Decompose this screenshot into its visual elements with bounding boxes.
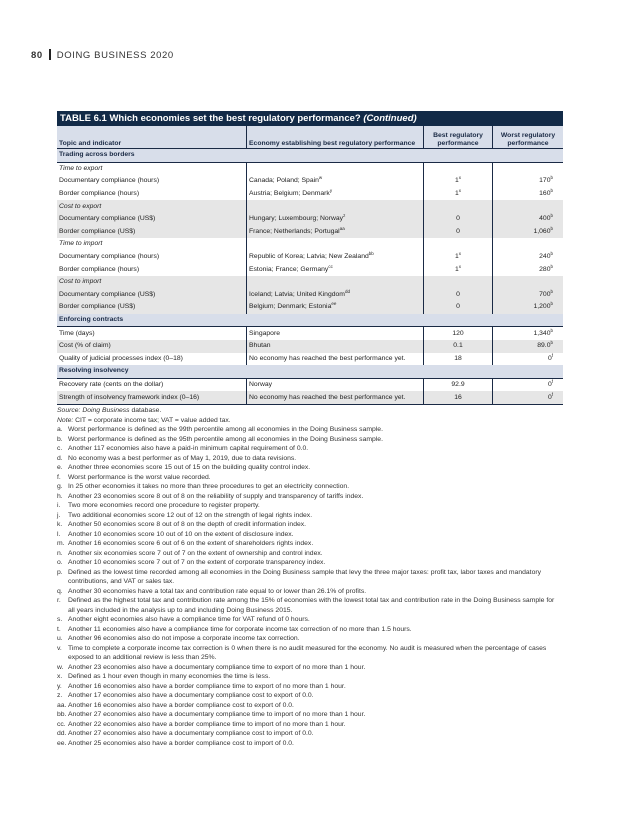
empty-cell [493, 162, 563, 175]
footnote-label: t. [57, 625, 61, 633]
economy-cell [247, 340, 424, 353]
table-header-row [57, 126, 563, 149]
indicator-cell [57, 200, 247, 213]
footnote [57, 539, 557, 549]
indicator-cell-text: Quality of judicial processes index (0–18) [59, 354, 183, 362]
worst-cell [493, 353, 563, 366]
indicator-cell-text: Documentary compliance (US$) [59, 215, 156, 223]
footnote-ref: w [318, 175, 323, 181]
worst-cell [493, 251, 563, 264]
indicator-cell [57, 353, 247, 366]
header-topic: Topic and indicator [57, 126, 247, 149]
footnote [57, 615, 557, 625]
section-title [57, 149, 563, 163]
best-cell [424, 378, 493, 391]
footnote [57, 454, 557, 464]
economy-cell [247, 353, 424, 366]
indicator-cell [57, 289, 247, 302]
indicator-cell [57, 327, 247, 340]
section-title-text: Resolving insolvency [59, 367, 129, 375]
footnote-ref: x [458, 188, 462, 194]
best-cell-text: 1 [454, 253, 459, 261]
footnote-label: d. [57, 454, 63, 462]
footnote-text: Defined as the lowest time recorded among all economies in the Doing Business sample that levy the three major taxes: profit tax, labor taxes and mandatory contributions, and VAT or sales tax. [68, 568, 542, 585]
footnote-text: Another six economies score 7 out of 7 on the extent of ownership and control index. [68, 549, 323, 557]
indicator-cell-text: Documentary compliance (hours) [59, 177, 160, 185]
worst-cell [493, 301, 563, 314]
footnote-label: j. [57, 511, 61, 519]
indicator-cell-text: Cost (% of claim) [59, 342, 111, 350]
worst-cell [493, 289, 563, 302]
table-title-continued: (Continued) [363, 112, 417, 124]
footnote-ref: f [551, 352, 553, 358]
note-line [57, 416, 557, 426]
footnote-label: g. [57, 483, 63, 490]
section-row [57, 365, 563, 378]
empty-cell [493, 276, 563, 289]
economy-cell-text: Austria; Belgium; Denmark [249, 190, 330, 198]
worst-cell [493, 327, 563, 340]
footnote-ref: b [550, 188, 553, 194]
indicator-cell-text: Documentary compliance (US$) [59, 290, 156, 298]
footnote [57, 710, 557, 720]
footnote-label: cc. [57, 720, 66, 728]
footnote-text: Another 16 economies also have a border compliance time to export of no more than 1 hour. [68, 682, 346, 690]
footnote-label: a. [57, 426, 63, 433]
footnote-text: Worst performance is the worst value recorded. [68, 473, 211, 481]
best-cell-text: 18 [454, 354, 462, 362]
section-title [57, 314, 563, 327]
footnote [57, 511, 557, 521]
best-cell-text: 1 [454, 190, 459, 198]
subheading-row [57, 162, 563, 175]
footnote-label: q. [57, 587, 63, 595]
indicator-cell [57, 251, 247, 264]
footnote [57, 435, 557, 445]
economy-cell [247, 263, 424, 276]
worst-cell-text: 400 [539, 215, 551, 223]
footnote [57, 701, 557, 711]
footnote-ref: f [551, 378, 553, 384]
source-line [57, 406, 557, 416]
worst-cell [493, 391, 563, 404]
footnote-text: Another 25 economies also have a border compliance cost to import of 0.0. [68, 739, 294, 747]
footnote-text: Another 23 economies also have a documentary compliance time to export of no more than 1 hour. [68, 663, 366, 671]
table-row [57, 327, 563, 340]
best-cell-text: 120 [452, 329, 464, 337]
footnote-label: i. [57, 502, 61, 509]
table-row [57, 391, 563, 404]
footnote-text: Worst performance is defined as the 95th percentile among all economies in the Doing Business sample. [68, 435, 383, 443]
footnote [57, 625, 557, 635]
footnote-text: Defined as the highest total tax and contribution rate among the 15% of economies with the lowest total tax and contribution rate in the Doing Business sample for all years included in the analysis up to and including Doing Business 2015. [68, 597, 555, 614]
indicator-cell-text: Time to import [59, 240, 103, 248]
footnote-ref: x [458, 251, 462, 257]
indicator-cell [57, 340, 247, 353]
worst-cell [493, 175, 563, 188]
best-cell-text: 0 [456, 215, 460, 223]
footnote-text: Another eight economies also have a compliance time for VAT refund of 0 hours. [68, 616, 310, 623]
footnote-label: k. [57, 521, 63, 528]
footnote-ref: b [550, 288, 553, 294]
source-text: database. [129, 407, 162, 414]
footnote-text: Another 17 economies also have a documentary compliance cost to export of 0.0. [68, 692, 314, 699]
empty-cell [424, 162, 493, 175]
footnote-ref: b [550, 327, 553, 333]
footnote-ref: x [458, 175, 462, 181]
source-name: Doing Business [82, 407, 130, 414]
economy-cell [247, 226, 424, 239]
table-row [57, 213, 563, 226]
regulatory-performance-table [57, 111, 563, 405]
footnote-text: Defined as 1 hour even though in many economies the time is less. [68, 673, 271, 680]
indicator-cell-text: Documentary compliance (hours) [59, 253, 160, 261]
economy-cell-text: Republic of Korea; Latvia; New Zealand [249, 253, 369, 261]
footnote [57, 729, 557, 739]
footnote-text: Two additional economies score 12 out of 12 on the strength of legal rights index. [68, 511, 313, 519]
indicator-cell [57, 263, 247, 276]
indicator-cell-text: Cost to export [59, 202, 102, 210]
footnote [57, 682, 557, 692]
source-label: Source: [57, 407, 81, 414]
footnote-text: No economy was a best performer as of May 1, 2019, due to data revisions. [68, 454, 297, 462]
indicator-cell [57, 276, 247, 289]
economy-cell-text: No economy has reached the best performance yet. [249, 393, 406, 401]
publication-title: DOING BUSINESS 2020 [56, 50, 174, 61]
empty-cell [493, 200, 563, 213]
section-row [57, 314, 563, 327]
footnote [57, 587, 557, 597]
economy-cell-text: Estonia; France; Germany [249, 265, 329, 273]
footnote [57, 558, 557, 568]
footnote-label: v. [57, 644, 62, 652]
header-best: Best regulatory performance [424, 126, 493, 149]
economy-cell-text: Hungary; Luxembourg; Norway [249, 215, 344, 223]
footnote [57, 425, 557, 435]
section-title-text: Trading across borders [59, 151, 135, 159]
footnote [57, 501, 557, 511]
economy-cell-text: France; Netherlands; Portugal [249, 227, 340, 235]
footnote [57, 520, 557, 530]
worst-cell [493, 263, 563, 276]
indicator-cell [57, 238, 247, 251]
footnote-text: Another 50 economies score 8 out of 8 on the depth of credit information index. [68, 521, 307, 528]
best-cell [424, 301, 493, 314]
table-row [57, 340, 563, 353]
footnote [57, 482, 557, 492]
table-row [57, 188, 563, 201]
worst-cell-text: 1,200 [533, 303, 551, 311]
economy-cell [247, 327, 424, 340]
footnote-text: In 25 other economies it takes no more than three procedures to get an electricity connection. [68, 483, 350, 490]
footnote-ref: b [550, 263, 553, 269]
footnote [57, 720, 557, 730]
footnote [57, 634, 557, 644]
footnote-label: n. [57, 549, 63, 557]
footnote-ref: x [458, 263, 462, 269]
footnote-label: e. [57, 464, 63, 471]
subheading-row [57, 200, 563, 213]
note-text: CIT = corporate income tax; VAT = value added tax. [73, 416, 231, 424]
footnote-label: p. [57, 568, 63, 576]
footnote-ref: bb [368, 251, 374, 257]
footnote-text: Another three economies score 15 out of 15 on the building quality control index. [68, 464, 311, 471]
footnote-text: Another 16 economies score 6 out of 6 on the extent of shareholders rights index. [68, 540, 314, 547]
running-head [31, 49, 174, 61]
indicator-cell-text: Time (days) [59, 329, 95, 337]
best-cell-text: 0 [456, 303, 460, 311]
worst-cell-text: 700 [539, 290, 551, 298]
indicator-cell [57, 213, 247, 226]
footnote [57, 492, 557, 502]
footnote [57, 691, 557, 701]
footnote-ref: cc [328, 263, 333, 269]
footnote-label: c. [57, 445, 63, 452]
economy-cell [247, 289, 424, 302]
economy-cell-text: Norway [249, 380, 273, 388]
economy-cell [247, 391, 424, 404]
footnote-label: l. [57, 530, 61, 538]
empty-cell [247, 276, 424, 289]
indicator-cell-text: Border compliance (US$) [59, 303, 136, 311]
footnote-list [57, 425, 557, 748]
header-worst: Worst regulatory performance [493, 126, 563, 149]
footnote [57, 444, 557, 454]
footnote-text: Time to complete a corporate income tax correction is 0 when there is no audit measured for the economy. No audit is measured when the percentage of cases exposed to an additional review is less than 25%. [68, 644, 547, 661]
best-cell [424, 340, 493, 353]
worst-cell-text: 160 [539, 190, 551, 198]
empty-cell [247, 200, 424, 213]
empty-cell [424, 200, 493, 213]
divider [49, 49, 51, 60]
footnote-ref: b [550, 301, 553, 307]
best-cell-text: 0 [456, 290, 460, 298]
best-cell-text: 92.9 [451, 380, 465, 388]
empty-cell [247, 162, 424, 175]
footnote-text: Another 27 economies also have a documentary compliance time to import of no more than 1 hour. [68, 711, 366, 718]
indicator-cell-text: Border compliance (US$) [59, 227, 136, 235]
footnote-ref: b [550, 340, 553, 346]
worst-cell-text: 0 [547, 354, 552, 362]
indicator-cell [57, 226, 247, 239]
best-cell [424, 188, 493, 201]
indicator-cell-text: Cost to import [59, 278, 102, 286]
worst-cell-text: 0 [547, 380, 552, 388]
economy-cell-text: No economy has reached the best performance yet. [249, 354, 406, 362]
footnote-ref: b [550, 225, 553, 231]
section-row [57, 149, 563, 163]
worst-cell [493, 213, 563, 226]
indicator-cell-text: Border compliance (hours) [59, 190, 140, 198]
economy-cell-text: Iceland; Latvia; United Kingdom [249, 290, 345, 298]
footnote-text: Another 27 economies also have a documentary compliance cost to import of 0.0. [68, 730, 314, 737]
footnote-label: z. [57, 692, 63, 699]
best-cell [424, 391, 493, 404]
best-cell [424, 226, 493, 239]
footnote-label: h. [57, 492, 63, 500]
footnote-ref: b [550, 175, 553, 181]
worst-cell [493, 340, 563, 353]
footnote-label: dd. [57, 730, 67, 737]
worst-cell-text: 240 [539, 253, 551, 261]
indicator-cell-text: Recovery rate (cents on the dollar) [59, 380, 164, 388]
footnote-text: Worst performance is defined as the 99th percentile among all economies in the Doing Business sample. [68, 426, 383, 433]
table-row [57, 301, 563, 314]
footnote-ref: dd [344, 288, 350, 294]
footnote-label: w. [57, 663, 64, 671]
footnote-text: Another 30 economies have a total tax and contribution rate equal to or lower than 26.1% of profits. [68, 587, 367, 595]
table-row [57, 251, 563, 264]
indicator-cell-text: Border compliance (hours) [59, 265, 140, 273]
empty-cell [424, 238, 493, 251]
footnote [57, 463, 557, 473]
table-title-text: TABLE 6.1 Which economies set the best regulatory performance? [60, 112, 364, 124]
empty-cell [493, 238, 563, 251]
table-row [57, 353, 563, 366]
section-title [57, 365, 563, 378]
best-cell [424, 251, 493, 264]
indicator-cell [57, 391, 247, 404]
best-cell [424, 213, 493, 226]
footnote-text: Another 16 economies also have a border compliance cost to export of 0.0. [68, 701, 294, 709]
table-row [57, 175, 563, 188]
footnote-label: aa. [57, 701, 67, 709]
worst-cell [493, 378, 563, 391]
best-cell-text: 1 [454, 177, 459, 185]
worst-cell [493, 226, 563, 239]
economy-cell [247, 378, 424, 391]
footnote-label: r. [57, 597, 61, 604]
best-cell-text: 1 [454, 265, 459, 273]
footnote-ref: b [550, 213, 553, 219]
footnote-ref: aa [339, 225, 345, 231]
footnote-label: u. [57, 635, 63, 642]
footnote [57, 530, 557, 540]
indicator-cell [57, 175, 247, 188]
footnote-label: x. [57, 673, 63, 680]
indicator-cell [57, 301, 247, 314]
worst-cell-text: 1,060 [533, 227, 551, 235]
footnote [57, 672, 557, 682]
footnote-text: Another 22 economies also have a border compliance time to import of no more than 1 hour. [68, 720, 346, 728]
best-cell [424, 175, 493, 188]
best-cell-text: 16 [454, 393, 462, 401]
indicator-cell [57, 378, 247, 391]
table-row [57, 289, 563, 302]
table-row [57, 263, 563, 276]
header-economy: Economy establishing best regulatory performance [247, 126, 424, 149]
best-cell [424, 353, 493, 366]
economy-cell [247, 188, 424, 201]
footnote [57, 473, 557, 483]
footnote-label: f. [57, 473, 61, 481]
indicator-cell [57, 188, 247, 201]
worst-cell [493, 188, 563, 201]
table-title [57, 111, 563, 126]
footnote [57, 568, 557, 587]
table-row [57, 226, 563, 239]
footnote-text: Another 10 economies score 7 out of 7 on the extent of corporate transparency index. [68, 559, 326, 566]
footnote-ref: f [551, 391, 553, 397]
economy-cell [247, 301, 424, 314]
worst-cell-text: 1,340 [533, 329, 551, 337]
footnote [57, 644, 557, 663]
footnote-text: Another 10 economies score 10 out of 10 on the extent of disclosure index. [68, 530, 294, 538]
indicator-cell-text: Time to export [59, 164, 103, 172]
footnote-ref: b [550, 251, 553, 257]
note-label: Note: [57, 416, 74, 424]
best-cell [424, 263, 493, 276]
economy-cell-text: Canada; Poland; Spain [249, 177, 319, 185]
footnote-text: Another 96 economies also do not impose a corporate income tax correction. [68, 635, 300, 642]
subheading-row [57, 276, 563, 289]
best-cell-text: 0 [456, 227, 460, 235]
indicator-cell-text: Strength of insolvency framework index (0–16) [59, 393, 200, 401]
indicator-cell [57, 162, 247, 175]
economy-cell-text: Singapore [249, 329, 280, 337]
table-row [57, 378, 563, 391]
footnote-label: b. [57, 435, 63, 443]
economy-cell [247, 251, 424, 264]
footnote-ref: ee [331, 301, 337, 307]
table-notes [57, 406, 557, 748]
footnote-label: y. [57, 682, 62, 690]
footnote-label: bb. [57, 711, 67, 718]
empty-cell [424, 276, 493, 289]
section-title-text: Enforcing contracts [59, 316, 124, 324]
worst-cell-text: 280 [539, 265, 551, 273]
footnote-text: Another 117 economies also have a paid-in minimum capital requirement of 0.0. [68, 445, 309, 452]
worst-cell-text: 89.0 [537, 342, 551, 350]
best-cell-text: 0.1 [453, 342, 463, 350]
footnote-text: Two more economies record one procedure to register property. [68, 502, 260, 509]
economy-cell-text: Belgium; Denmark; Estonia [249, 303, 332, 311]
footnote [57, 663, 557, 673]
economy-cell [247, 213, 424, 226]
footnote-label: m. [57, 540, 65, 547]
footnote-text: Another 23 economies score 8 out of 8 on the reliability of supply and transparency of tariffs index. [68, 492, 364, 500]
footnote [57, 549, 557, 559]
economy-cell-text: Bhutan [249, 342, 271, 350]
footnote-label: ee. [57, 739, 67, 747]
footnote-label: o. [57, 559, 63, 566]
footnote [57, 596, 557, 615]
worst-cell-text: 170 [539, 177, 551, 185]
footnote-ref: z [343, 213, 346, 219]
footnote-ref: y [329, 188, 333, 194]
footnote-label: s. [57, 616, 63, 623]
best-cell [424, 289, 493, 302]
page-number: 80 [31, 50, 43, 61]
empty-cell [247, 238, 424, 251]
subheading-row [57, 238, 563, 251]
best-cell [424, 327, 493, 340]
worst-cell-text: 0 [547, 393, 552, 401]
footnote-text: Another 11 economies also have a compliance time for corporate income tax correction of no more than 1.5 hours. [68, 625, 412, 633]
economy-cell [247, 175, 424, 188]
footnote [57, 739, 557, 749]
